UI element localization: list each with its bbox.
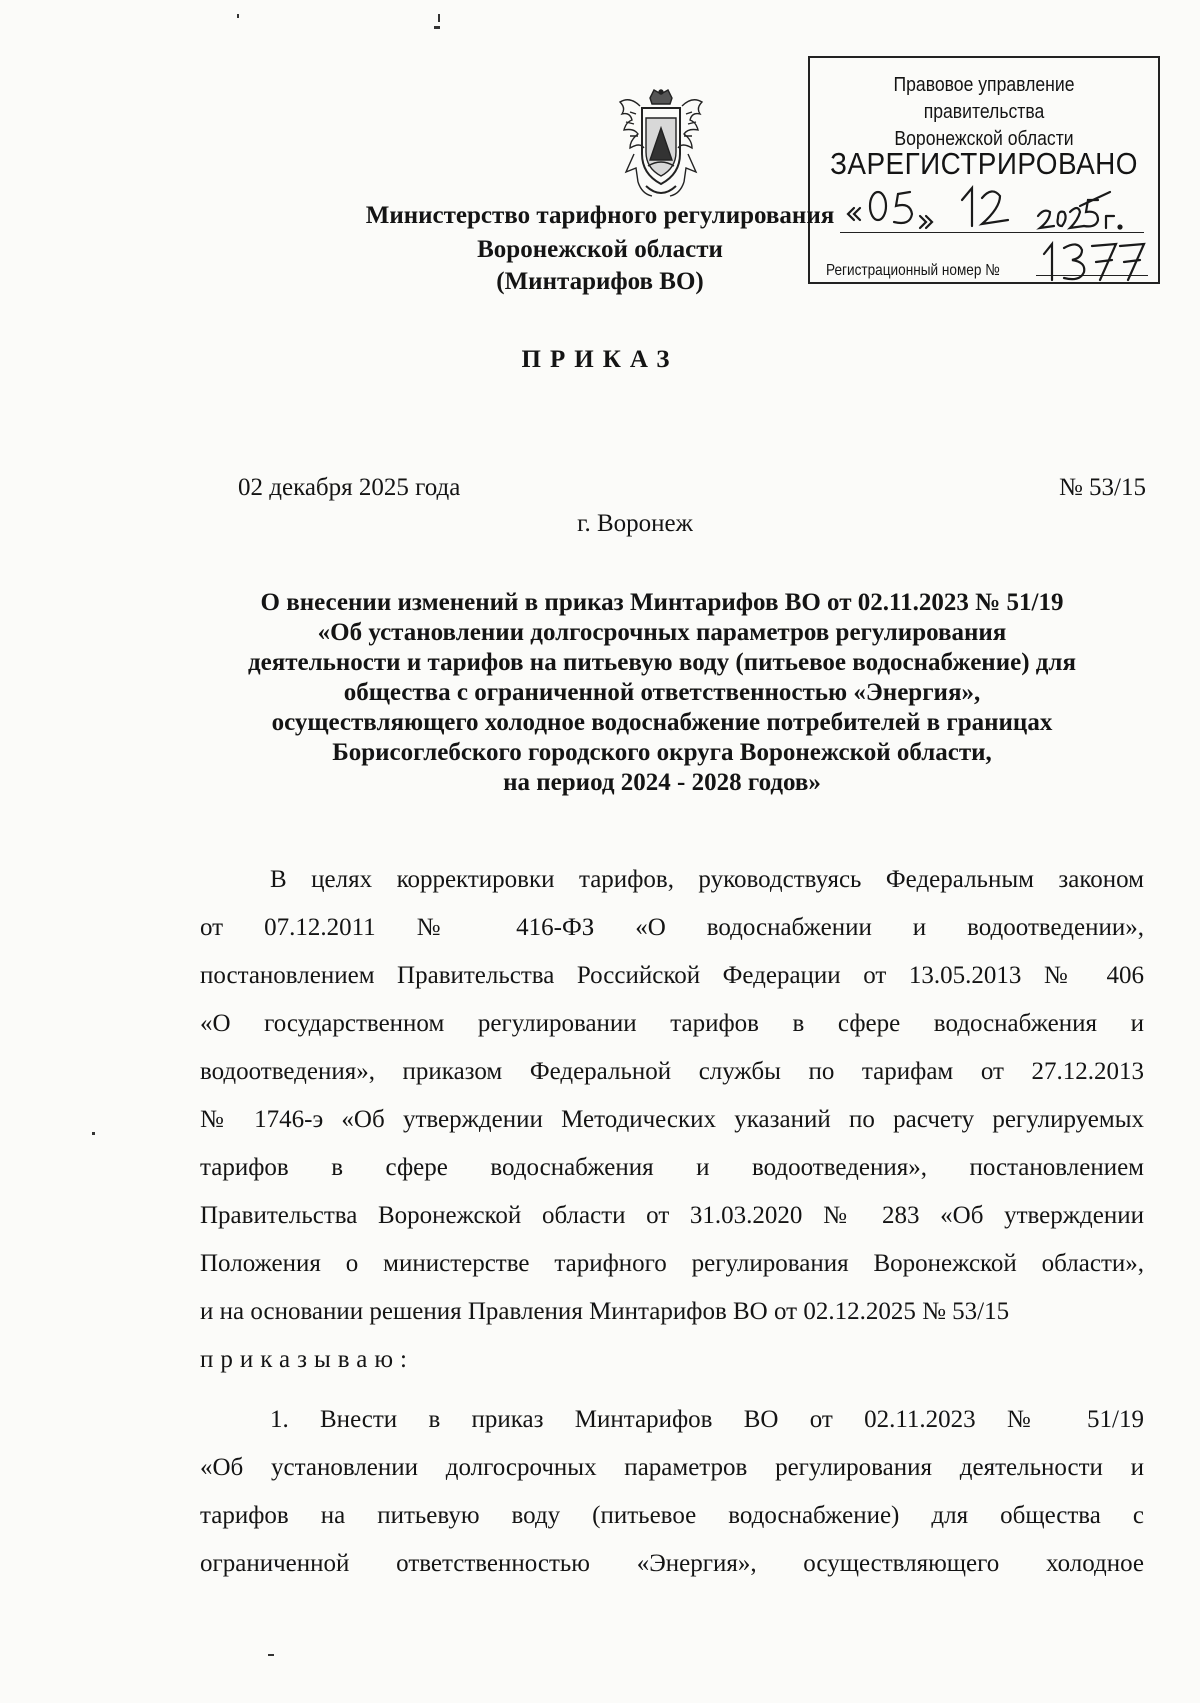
order-date: 02 декабря 2025 года	[238, 474, 461, 501]
preamble-line: № 1746-э «Об утверждении Методических указаний по расчету регулируемых	[200, 1106, 1144, 1133]
ministry-region: Воронежской области	[477, 236, 723, 263]
preamble-line: Правительства Воронежской области от 31.03.2020 № 283 «Об утверждении	[200, 1202, 1144, 1229]
coat-of-arms-icon	[612, 88, 710, 203]
preamble-line: В целях корректировки тарифов, руководствуясь Федеральным законом	[270, 866, 1144, 893]
preamble-line: Положения о министерстве тарифного регулирования Воронежской области»,	[200, 1250, 1144, 1277]
subject-line: Борисоглебского городского округа Воронежской области,	[332, 739, 992, 766]
scan-speck	[268, 1654, 274, 1656]
subject-line: общества с ограниченной ответственностью «Энергия»,	[343, 679, 981, 706]
subject-line: на период 2024 - 2028 годов»	[503, 769, 821, 796]
order-number: № 53/15	[1058, 474, 1146, 501]
item-line: 1. Внести в приказ Минтарифов ВО от 02.11.2023 № 51/19	[270, 1406, 1144, 1433]
item-line: «Об установлении долгосрочных параметров регулирования деятельности и	[200, 1454, 1144, 1481]
stamp-reg-number-label: Регистрационный номер №	[826, 262, 1000, 279]
stamp-org-line: Правовое управление правительства	[893, 74, 1075, 123]
ministry-short-name: (Минтарифов ВО)	[496, 268, 704, 295]
scan-speck	[438, 14, 440, 22]
scan-speck	[92, 1132, 95, 1135]
preamble-line: «О государственном регулировании тарифов в сфере водоснабжения и	[200, 1010, 1144, 1037]
preamble-line: тарифов в сфере водоснабжения и водоотведения», постановлением	[200, 1154, 1144, 1181]
subject-line: О внесении изменений в приказ Минтарифов ВО от 02.11.2023 № 51/19	[260, 589, 1064, 616]
scan-speck	[434, 26, 440, 29]
order-verb: приказываю:	[200, 1346, 414, 1373]
subject-line: «Об установлении долгосрочных параметров регулирования	[317, 619, 1007, 646]
preamble-line: от 07.12.2011 № 416-ФЗ «О водоснабжении и водоотведении»,	[200, 914, 1144, 941]
ministry-name: Министерство тарифного регулирования	[365, 202, 835, 229]
scan-speck	[237, 14, 239, 18]
document-type-heading: ПРИКАЗ	[521, 346, 679, 373]
preamble-line: постановлением Правительства Российской Федерации от 13.05.2013 № 406	[200, 962, 1144, 989]
subject-line: осуществляющего холодное водоснабжение потребителей в границах	[271, 709, 1053, 736]
preamble-line: водоотведения», приказом Федеральной службы по тарифам от 27.12.2013	[200, 1058, 1144, 1085]
stamp-organization	[831, 72, 1137, 153]
order-subject	[190, 588, 1134, 798]
stamp-org-line: Воронежской области	[894, 128, 1074, 150]
stamp-registered-label: ЗАРЕГИСТРИРОВАНО	[830, 146, 1138, 181]
order-city: г. Воронеж	[577, 510, 693, 537]
item-line: тарифов на питьевую воду (питьевое водоснабжение) для общества с	[200, 1502, 1144, 1529]
subject-line: деятельности и тарифов на питьевую воду (питьевое водоснабжение) для	[248, 649, 1076, 676]
item-line: ограниченной ответственностью «Энергия», осуществляющего холодное	[200, 1550, 1144, 1577]
preamble-line: и на основании решения Правления Минтарифов ВО от 02.12.2025 № 53/15	[200, 1298, 1010, 1325]
